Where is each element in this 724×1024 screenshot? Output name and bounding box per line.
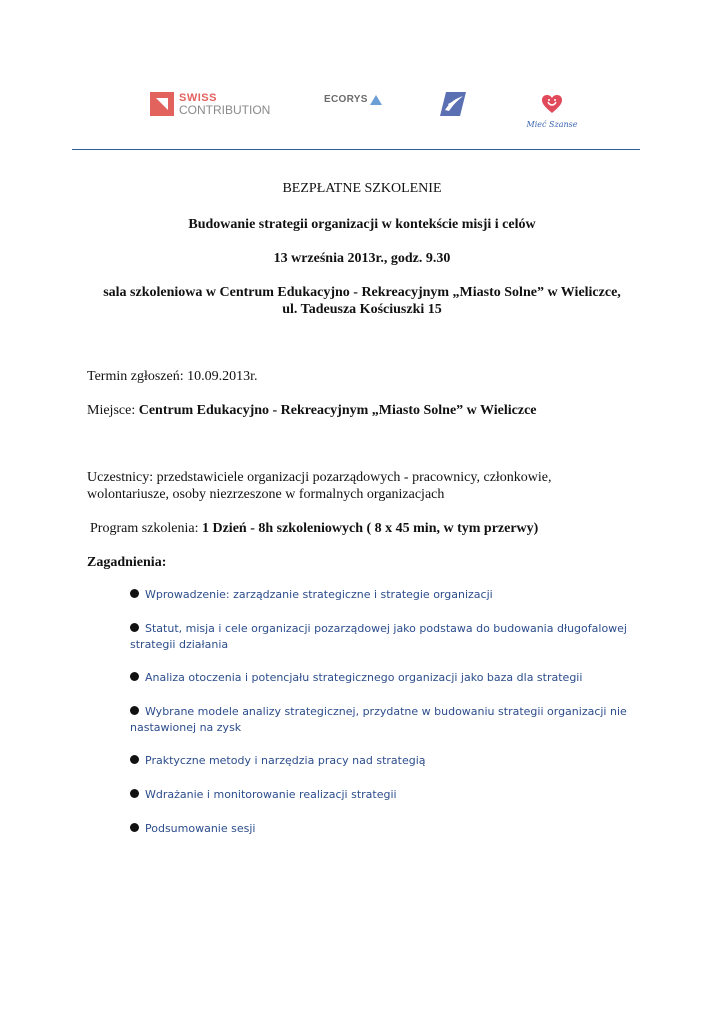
- topics-list: [130, 587, 630, 855]
- venue-line-2: ul. Tadeusza Kościuszki 15: [282, 302, 442, 317]
- venue-line-1: sala szkoleniowa w Centrum Edukacyjno - Rekreacyjnym „Miasto Solne” w Wieliczce,: [103, 285, 621, 300]
- list-item: Wdrażanie i monitorowanie realizacji strategii: [130, 787, 630, 803]
- training-date: 13 września 2013r., godz. 9.30: [273, 251, 451, 266]
- bullet-icon: [130, 672, 139, 681]
- bird-emblem-icon: [436, 90, 468, 118]
- place-line: [87, 402, 647, 419]
- swiss-contribution-mark-icon: [150, 92, 174, 116]
- list-item: Analiza otoczenia i potencjału strategicznego organizacji jako baza dla strategii: [130, 670, 630, 686]
- registration-deadline: Termin zgłoszeń: 10.09.2013r.: [87, 369, 258, 384]
- bullet-icon: [130, 789, 139, 798]
- program-line: [90, 520, 650, 537]
- swiss-contribution-logo: [150, 92, 270, 116]
- list-item: Praktyczne metody i narzędzia pracy nad strategią: [130, 753, 630, 769]
- program-value: 1 Dzień - 8h szkoleniowych ( 8 x 45 min, w tym przerwy): [201, 521, 539, 536]
- swiss-logo-line1: SWISS: [179, 92, 217, 104]
- bullet-icon: [130, 623, 139, 632]
- ecorys-triangle-icon: [370, 95, 382, 105]
- miec-szanse-logo: [522, 94, 582, 129]
- list-item: Podsumowanie sesji: [130, 821, 630, 837]
- heart-icon: [541, 94, 563, 114]
- place-label: Miejsce:: [87, 403, 139, 418]
- list-item: Wprowadzenie: zarządzanie strategiczne i strategie organizacji: [130, 587, 630, 603]
- bullet-icon: [130, 823, 139, 832]
- training-subject: Budowanie strategii organizacji w kontekście misji i celów: [188, 217, 536, 232]
- logo-bar: [0, 84, 724, 134]
- place-value: Centrum Edukacyjno - Rekreacyjnym „Miasto Solne” w Wieliczce: [138, 403, 537, 418]
- bullet-icon: [130, 589, 139, 598]
- document-title: BEZPŁATNE SZKOLENIE: [282, 181, 442, 196]
- bird-emblem-logo: [436, 90, 468, 123]
- list-item: Statut, misja i cele organizacji pozarządowej jako podstawa do budowania długofalowej strategii działania: [130, 622, 627, 651]
- list-item: Wybrane modele analizy strategicznej, przydatne w budowaniu strategii organizacji nie nastawionej na zysk: [130, 705, 627, 734]
- bullet-icon: [130, 706, 139, 715]
- participants-line-2: wolontariusze, osoby niezrzeszone w formalnych organizacjach: [87, 487, 445, 502]
- ecorys-logo: [324, 94, 382, 105]
- topics-heading: Zagadnienia:: [87, 555, 167, 570]
- ecorys-logo-text: ECORYS: [324, 94, 368, 105]
- bullet-icon: [130, 755, 139, 764]
- swiss-logo-line2: CONTRIBUTION: [179, 103, 271, 117]
- miec-szanse-text: Mieć Szanse: [526, 120, 578, 129]
- header-divider: [72, 149, 640, 150]
- participants-line-1: Uczestnicy: przedstawiciele organizacji pozarządowych - pracownicy, członkowie,: [87, 470, 552, 485]
- program-label: Program szkolenia:: [90, 521, 202, 536]
